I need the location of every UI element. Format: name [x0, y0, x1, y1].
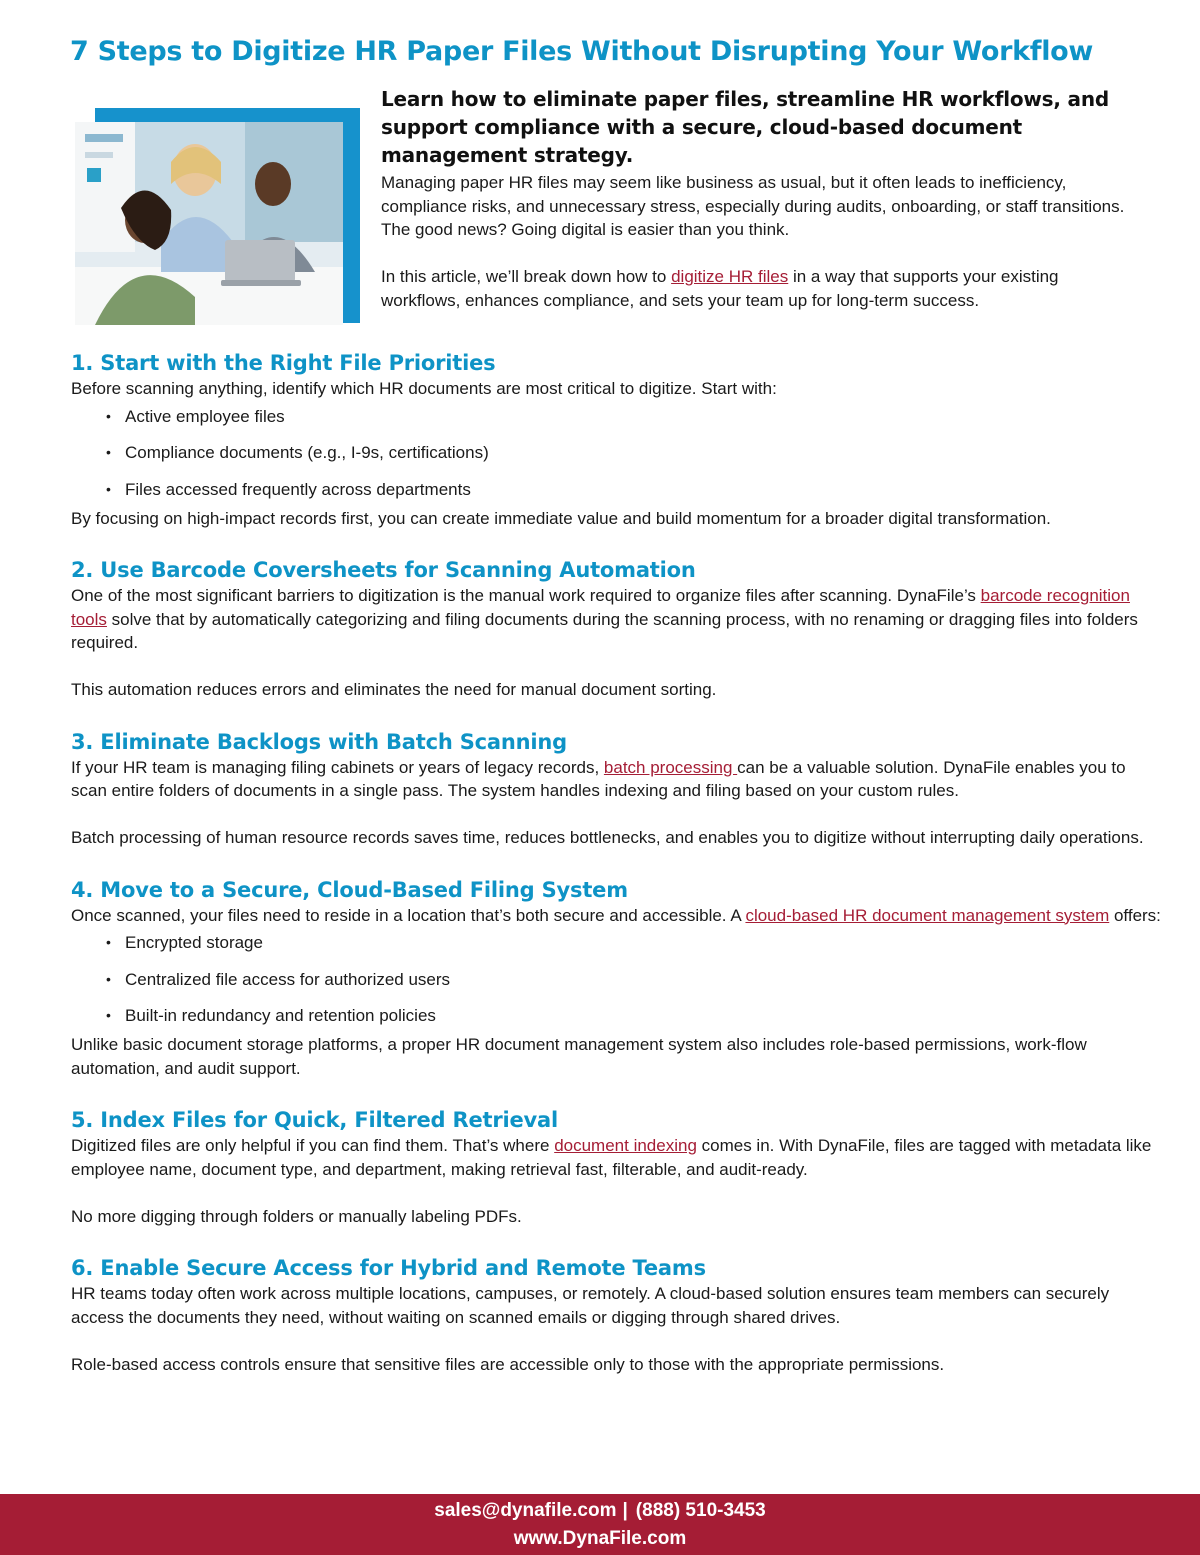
article-body [71, 349, 1161, 1376]
section-closing: By focusing on high-impact records first, you can create immediate value and build momentum for a broader digital transformation. [71, 508, 1051, 528]
body-text: solve that by automatically categorizing and filing documents during the scanning process, with no renaming or dragging files into folders required. [71, 609, 1138, 652]
section-heading: 3. Eliminate Backlogs with Batch Scanning [71, 729, 567, 754]
section-paragraph: This automation reduces errors and eliminates the need for manual document sorting. [71, 680, 717, 699]
section-heading: 5. Index Files for Quick, Filtered Retrieval [71, 1108, 558, 1132]
list-item: • Centralized file access for authorized users [106, 968, 1161, 991]
footer-contact-line [0, 1497, 1200, 1525]
body-text: One of the most significant barriers to digitization is the manual work required to organize files after scanning. DynaFile’s [71, 586, 981, 605]
office-team-photo [75, 122, 343, 325]
footer-phone[interactable]: (888) 510-3453 [635, 1500, 766, 1521]
section-indexing [71, 1106, 1161, 1228]
section-heading: 1. Start with the Right File Priorities [71, 351, 496, 375]
hero-image [75, 108, 360, 325]
digitize-hr-files-link[interactable]: digitize HR files [671, 267, 789, 286]
intro-paragraph-1: Managing paper HR files may seem like business as usual, but it often leads to inefficiency, compliance risks, and unnecessary stress, especially during audits, onboarding, or staff transitions. The good news? Going digital is easier than you think. [381, 173, 1125, 239]
body-text: If your HR team is managing filing cabinets or years of legacy records, [71, 757, 604, 777]
footer-separator: | [622, 1500, 628, 1521]
document-indexing-link[interactable]: document indexing [554, 1136, 697, 1155]
section-paragraph: HR teams today often work across multiple locations, campuses, or remotely. A cloud-based solution ensures team members can securely access the documents they need, without waiting on scanned emails or digging through shared drives. [71, 1284, 1110, 1327]
body-text: Once scanned, your files need to reside in a location that’s both secure and accessible. A [71, 905, 746, 925]
body-text: Digitized files are only helpful if you can find them. That’s where [71, 1136, 555, 1155]
section-paragraph [71, 756, 1161, 803]
list-item: • Compliance documents (e.g., I-9s, certifications) [106, 441, 1161, 464]
list-item: • Built-in redundancy and retention policies [106, 1004, 1161, 1027]
intro-block [381, 85, 1141, 312]
list-item: • Files accessed frequently across departments [106, 478, 1161, 501]
section-heading: 6. Enable Secure Access for Hybrid and Remote Teams [71, 1256, 706, 1280]
section-cloud-filing [71, 876, 1161, 1081]
section-paragraph: Batch processing of human resource records saves time, reduces bottlenecks, and enables you to digitize without interrupting daily operations. [71, 828, 1144, 847]
section-barcode-coversheets [71, 556, 1161, 702]
list-item: • Active employee files [106, 405, 1161, 428]
intro-text: in a way that supports your existing workflows, enhances compliance, and sets your team up for long-term success. [381, 267, 1059, 310]
section-paragraph [71, 1134, 1161, 1181]
body-text: can be a valuable solution. DynaFile enables you to scan entire folders of documents in a single pass. The system handles indexing and filing based on your custom rules. [71, 757, 1126, 800]
section-paragraph: No more digging through folders or manually labeling PDFs. [71, 1206, 522, 1226]
section-heading: 4. Move to a Secure, Cloud-Based Filing System [71, 877, 628, 902]
bullet-list [106, 405, 1161, 501]
cloud-document-management-link[interactable]: cloud-based HR document management system [745, 905, 1110, 925]
list-item: • Encrypted storage [106, 931, 1161, 954]
section-remote-access [71, 1254, 1161, 1376]
section-heading: 2. Use Barcode Coversheets for Scanning Automation [71, 558, 696, 582]
section-batch-scanning [71, 728, 1161, 850]
footer-email[interactable]: sales@dynafile.com [434, 1500, 617, 1521]
body-text: comes in. With DynaFile, files are tagged with metadata like employee name, document type, and department, making retrieval fast, filterable, and audit-ready. [71, 1136, 1152, 1179]
section-closing: Unlike basic document storage platforms, a proper HR document management system also includes role-based permissions, work-flow automation, and audit support. [71, 1035, 1087, 1078]
intro-text: In this article, we’ll break down how to [381, 267, 672, 286]
body-text: offers: [1109, 905, 1161, 925]
page-title: 7 Steps to Digitize HR Paper Files Without Disrupting Your Workflow [70, 36, 1094, 67]
section-lead: Before scanning anything, identify which HR documents are most critical to digitize. Start with: [71, 379, 777, 398]
section-file-priorities [71, 349, 1161, 530]
intro-paragraph-2 [381, 265, 1141, 312]
bullet-list [106, 931, 1161, 1027]
section-paragraph: Role-based access controls ensure that sensitive files are accessible only to those with the appropriate permissions. [71, 1354, 945, 1374]
barcode-recognition-link[interactable]: barcode recognition tools [71, 586, 1130, 629]
intro-subtitle: Learn how to eliminate paper files, streamline HR workflows, and support compliance with a secure, cloud-based document management strategy. [381, 87, 1109, 167]
footer-website[interactable]: www.DynaFile.com [513, 1528, 687, 1549]
batch-processing-link[interactable]: batch processing [603, 757, 738, 777]
section-paragraph [71, 904, 1161, 928]
contact-footer [0, 1494, 1200, 1555]
section-paragraph [71, 584, 1161, 655]
